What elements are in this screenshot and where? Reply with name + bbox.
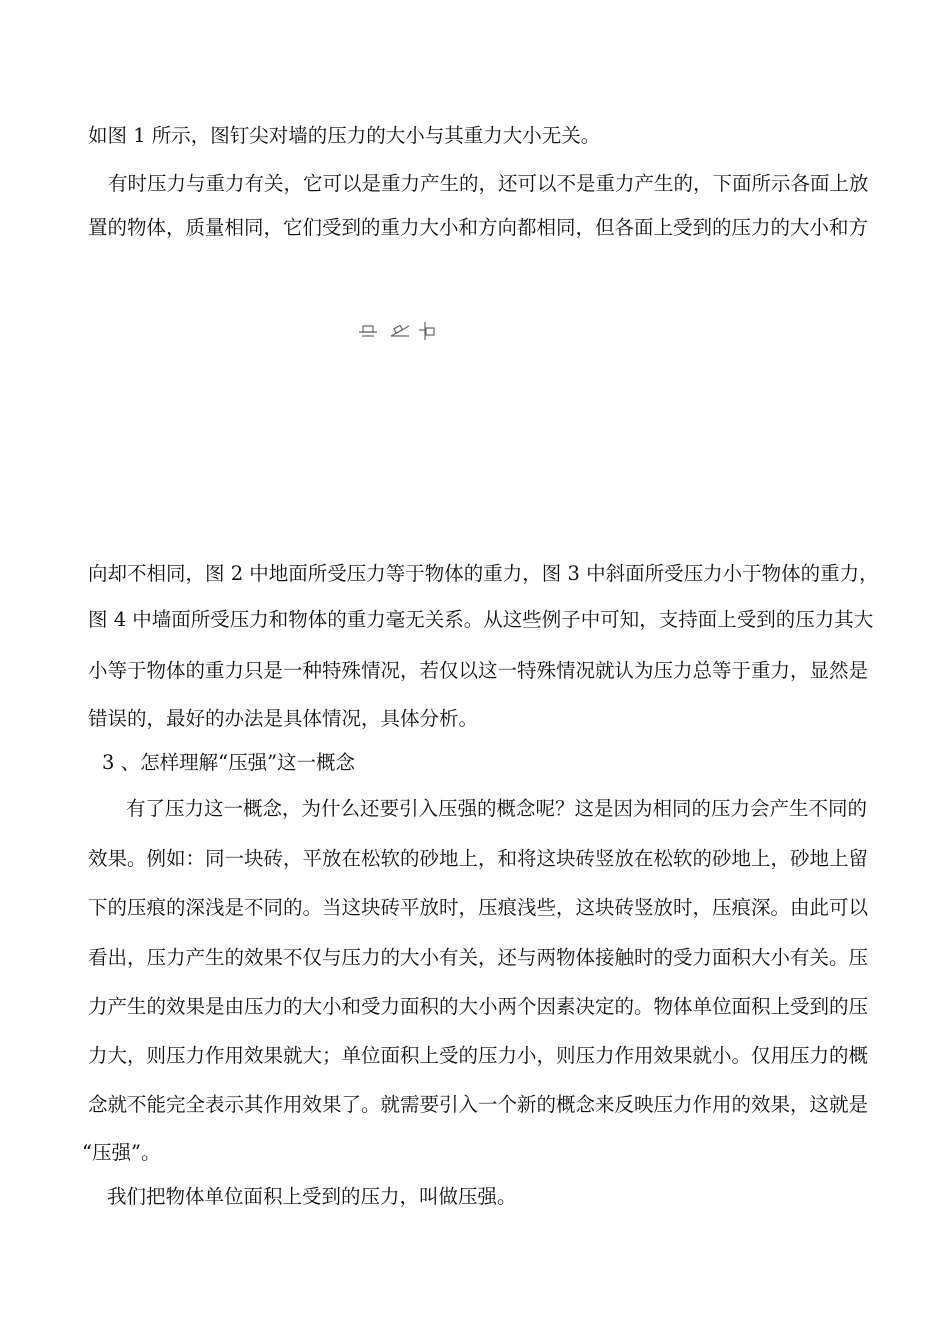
paragraph-line-2: 有时压力与重力有关，它可以是重力产生的，还可以不是重力产生的，下面所示各面上放 [108,172,869,195]
section-heading: 3 、怎样理解“压强”这一概念 [102,751,356,774]
paragraph-line-5: 图 4 中墙面所受压力和物体的重力毫无关系。从这些例子中可知，支持面上受到的压力其大 [88,608,874,631]
paragraph-line-6: 小等于物体的重力只是一种特殊情况，若仅以这一特殊情况就认为压力总等于重力，显然是 [88,659,869,682]
paragraph-line-13: 力大，则压力作用效果就大；单位面积上受的压力小，则压力作用效果就小。仅用压力的概 [88,1044,869,1067]
paragraph-line-9: 效果。例如：同一块砖，平放在松软的砂地上，和将这块砖竖放在松软的砂地上，砂地上留 [88,847,869,870]
paragraph-line-3: 置的物体，质量相同，它们受到的重力大小和方向都相同，但各面上受到的压力的大小和方 [88,216,869,239]
paragraph-line-7: 错误的，最好的办法是具体情况，具体分析。 [88,707,479,730]
paragraph-line-15: “压强”。 [82,1141,161,1164]
paragraph-line-10: 下的压痕的深浅是不同的。当这块砖平放时，压痕浅些，这块砖竖放时，压痕深。由此可以 [88,896,869,919]
paragraph-line-12: 力产生的效果是由压力的大小和受力面积的大小两个因素决定的。物体单位面积上受到的压 [88,995,869,1018]
paragraph-line-1: 如图 1 所示，图钉尖对墙的压力的大小与其重力大小无关。 [88,124,601,147]
figure-thumbnail-icon [355,318,445,344]
paragraph-line-11: 看出，压力产生的效果不仅与压力的大小有关，还与两物体接触时的受力面积大小有关。压 [88,946,869,969]
definition-line: 我们把物体单位面积上受到的压力，叫做压强。 [107,1185,517,1208]
figures-2-3-4-thumbnail [355,318,445,344]
paragraph-line-8: 有了压力这一概念，为什么还要引入压强的概念呢？这是因为相同的压力会产生不同的 [126,797,868,820]
paragraph-line-4: 向却不相同，图 2 中地面所受压力等于物体的重力，图 3 中斜面所受压力小于物体的重力， [88,562,879,585]
paragraph-line-14: 念就不能完全表示其作用效果了。就需要引入一个新的概念来反映压力作用的效果，这就是 [88,1093,869,1116]
